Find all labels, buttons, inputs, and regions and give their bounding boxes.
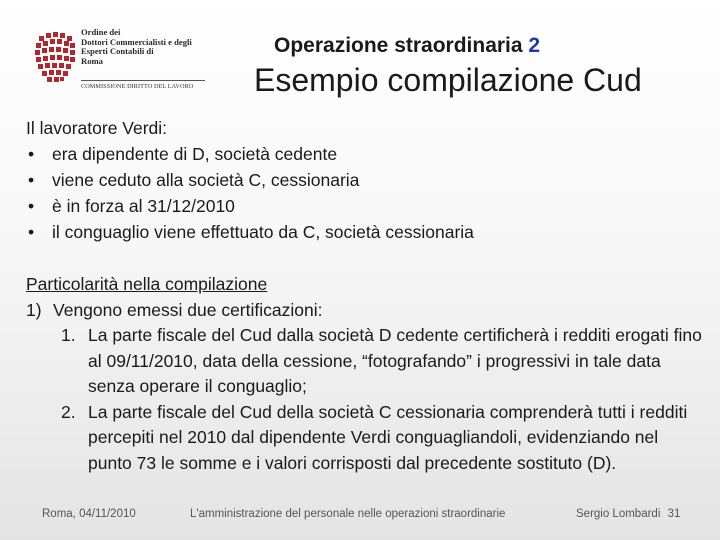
bullet-text: il conguaglio viene effettuato da C, società cessionaria [52, 222, 474, 242]
bullet-item [26, 167, 474, 193]
sub-item-number: 2. [61, 401, 76, 422]
slide-title-text: Operazione straordinaria [274, 34, 523, 57]
details-section [26, 272, 706, 476]
footer-date: Roma, 04/11/2010 [42, 508, 136, 520]
logo-org-line: Ordine dei [81, 27, 121, 37]
page-number: 31 [667, 508, 681, 520]
footer-author [576, 508, 680, 520]
slide-title [0, 34, 720, 58]
item-number: 1) [26, 299, 42, 320]
details-heading: Particolarità nella compilazione [26, 274, 268, 294]
bullet-text: è in forza al 31/12/2010 [52, 196, 235, 216]
logo-divider [81, 80, 205, 81]
logo-org-line: Esperti Contabili di [81, 46, 154, 57]
slide-subtitle: Esempio compilazione Cud [254, 62, 642, 98]
sub-item [26, 400, 706, 477]
logo-commission: COMMISSIONE DIRITTO DEL LAVORO [81, 83, 194, 90]
slide-title-number: 2 [528, 34, 541, 57]
bullet-item [26, 219, 474, 245]
item-text: Vengono emessi due certificazioni: [53, 299, 323, 320]
bullet-item [26, 141, 474, 167]
bullet-dot-icon: • [28, 170, 35, 190]
bullet-item [26, 193, 474, 219]
bullet-dot-icon: • [28, 196, 35, 216]
footer-title: L'amministrazione del personale nelle operazioni straordinarie [190, 508, 506, 520]
bullet-dot-icon: • [28, 144, 35, 164]
intro-section [26, 115, 474, 245]
sub-item [26, 323, 706, 400]
bullet-text: viene ceduto alla società C, cessionaria [52, 170, 360, 190]
sub-item-text: La parte fiscale del Cud dalla società D cedente certificherà i redditi erogati fino al 09/11/2010, data della cessione, “fotografando” i progressivi in tale data senza operare il conguaglio; [88, 325, 702, 396]
logo-org-line: Dottori Commercialisti e degli [81, 36, 192, 47]
logo-org-line: Roma [81, 55, 103, 66]
numbered-item [26, 298, 706, 324]
bullet-dot-icon: • [28, 222, 35, 242]
bullet-text: era dipendente di D, società cedente [52, 144, 338, 164]
footer-author-name: Sergio Lombardi [576, 508, 661, 520]
intro-heading: Il lavoratore Verdi: [26, 118, 168, 138]
sub-item-number: 1. [61, 325, 76, 345]
sub-item-text: La parte fiscale del Cud della società C cessionaria comprenderà tutti i redditi percepiti nel 2010 dal dipendente Verdi conguagliandoli, evidenziando nel punto 73 le somme e i valori corrisposti dal precedente sostituto (D). [88, 401, 688, 473]
